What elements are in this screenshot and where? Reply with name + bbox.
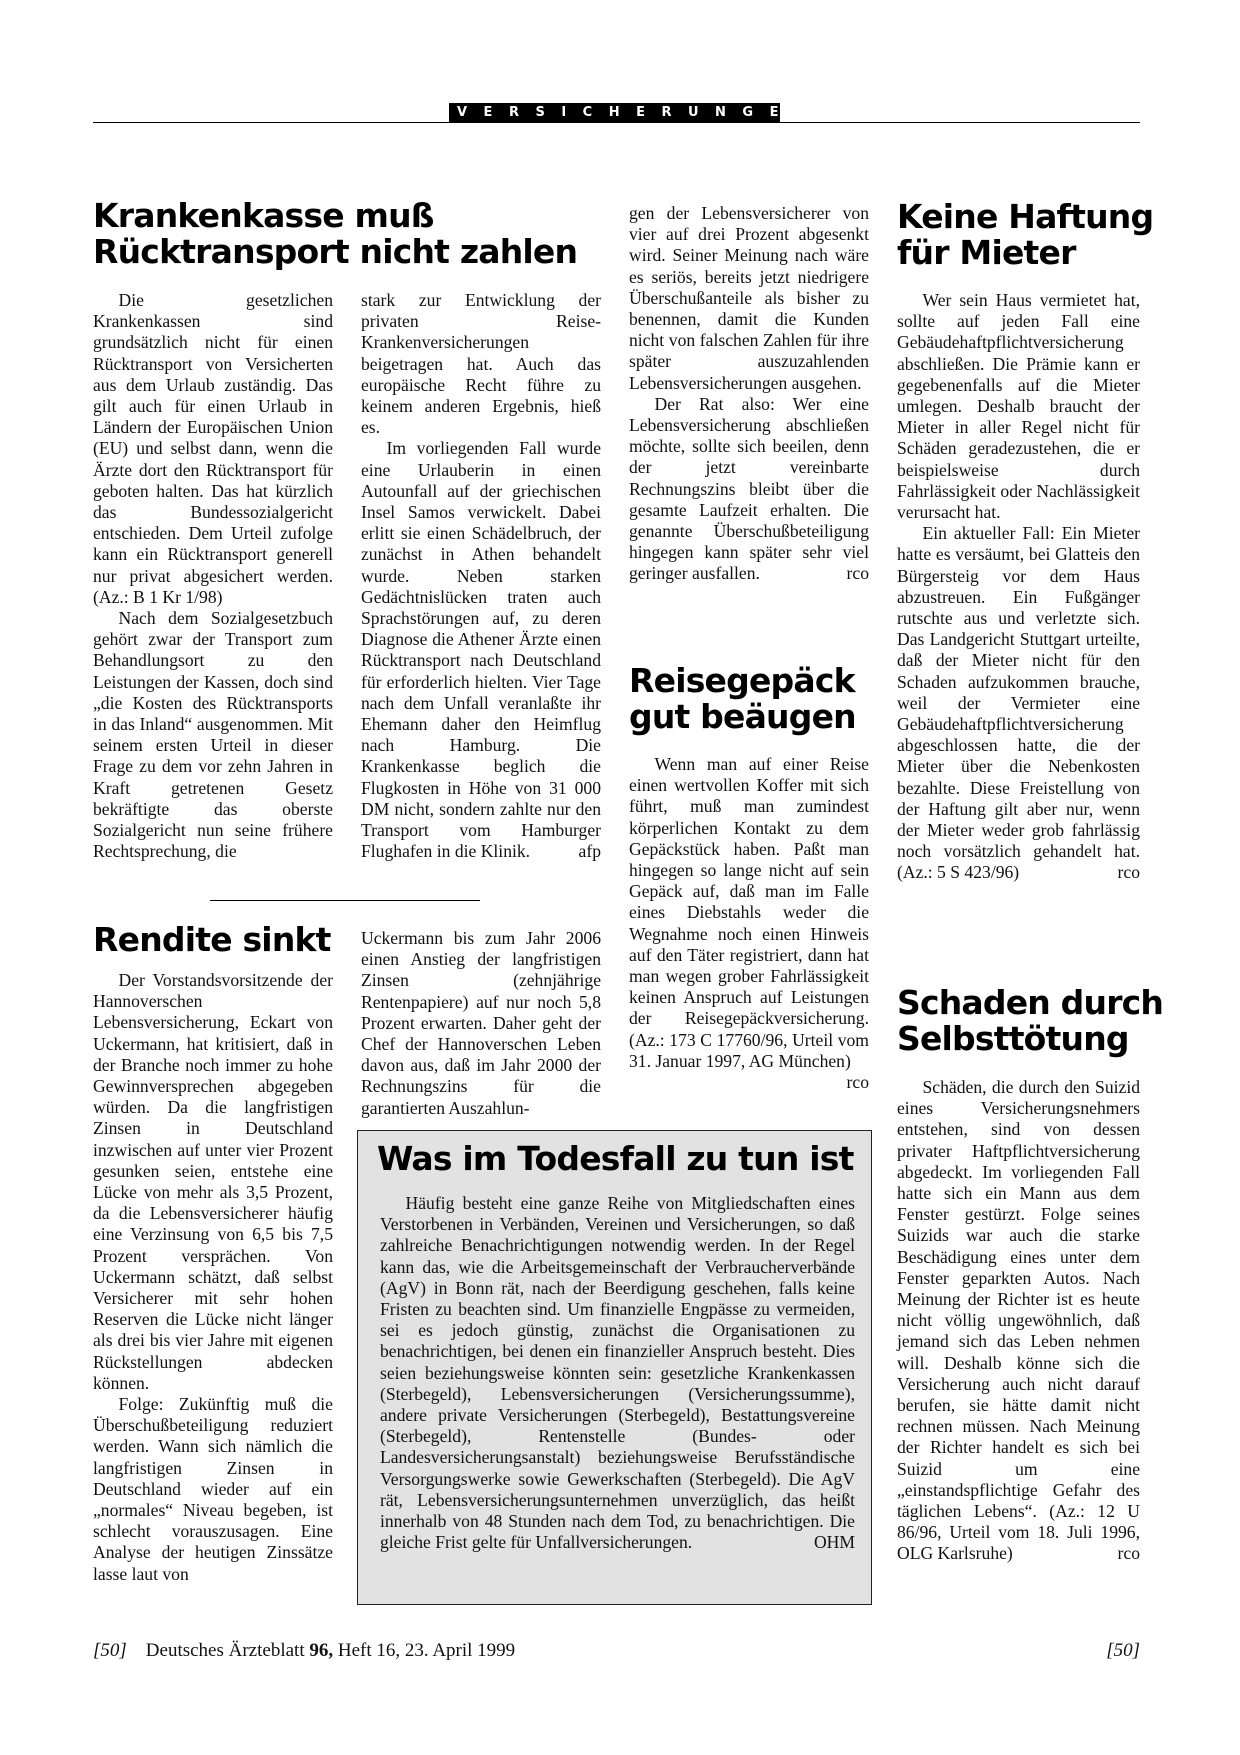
author-signature: rco bbox=[1117, 1543, 1140, 1564]
article-title-reisegepaeck bbox=[629, 663, 856, 735]
article-column bbox=[93, 970, 333, 1585]
paragraph: Uckermann bis zum Jahr 2006 einen Anstieg der langfristigen Zinsen (zehnjährige Rentenpapiere) auf nur noch 5,8 Prozent erwarten. Daher geht der Chef der Hannoverschen Leben davon aus, daß im Jahr 2000 der Rechnungszins für die garantierten Auszahlun- bbox=[361, 928, 601, 1118]
author-signature: rco bbox=[846, 563, 869, 584]
paragraph: gen der Lebensversicherer von vier auf drei Prozent abgesenkt wird. Seiner Meinung nach wäre es seriös, bereits jetzt niedrigere Überschußanteile als bisher zu benennen, damit die Kunden nicht von falschen Zahlen für ihre später auszuzahlenden Lebensversicherungen ausgehen. bbox=[629, 203, 869, 393]
article-column bbox=[361, 290, 601, 862]
article-column bbox=[897, 1077, 1140, 1565]
title-line: gut beäugen bbox=[629, 697, 856, 736]
page-number-right: [50] bbox=[1106, 1640, 1140, 1661]
paragraph bbox=[897, 523, 1140, 883]
title-line: Selbsttötung bbox=[897, 1019, 1129, 1058]
title-line: für Mieter bbox=[897, 233, 1076, 272]
paragraph-text: Schäden, die durch den Suizid eines Versicherungsnehmers entstehen, sind von dessen privater Haftpflichtversicherung abgedeckt. Im vorliegenden Fall hatte sich ein Mann aus dem Fenster gestürzt. Folge seines Suizids war auch die starke Beschädigung eines unter dem Fenster geparkten Autos. Nach Meinung der Richter ist es heute nicht völlig ungewöhnlich, daß jemand sich das Leben nehmen will. Deshalb könne sich die Versicherung auch nicht darauf berufen, sie hätte damit nicht rechnen müssen. Nach Meinung der Richter handelt es sich bei Suizid um eine „einstandspflichtige Gefahr des täglichen Lebens“. (Az.: 12 U 86/96, Urteil vom 18. Juli 1996, OLG Karlsruhe) bbox=[897, 1077, 1140, 1564]
title-line: Rücktransport nicht zahlen bbox=[93, 232, 578, 271]
journal-name: Deutsches Ärzteblatt bbox=[145, 1640, 305, 1661]
article-column bbox=[897, 290, 1140, 884]
title-line: Krankenkasse muß bbox=[93, 196, 434, 235]
title-line: Schaden durch bbox=[897, 983, 1164, 1022]
paragraph: Folge: Zukünftig muß die Überschußbeteiligung reduziert werden. Wann sich nämlich die langfristigen Zinsen in Deutschland wieder auf ein „normales“ Niveau begeben, ist schlecht vorauszusagen. Eine Analyse der heutigen Zinssätze lasse laut von bbox=[93, 1394, 333, 1584]
article-column bbox=[380, 1193, 855, 1553]
article-title-krankenkasse bbox=[93, 198, 577, 270]
paragraph: Wer sein Haus vermietet hat, sollte auf jeden Fall eine Gebäudehaftpflichtversicherung abschließen. Die Prämie kann er gegebenenfalls auf die Mieter umlegen. Deshalb braucht der Mieter in aller Regel nicht für Schäden geradezustehen, die er beispielsweise durch Fahrlässigkeit oder Nachlässigkeit verursacht hat. bbox=[897, 290, 1140, 523]
paragraph: Nach dem Sozialgesetzbuch gehört zwar der Transport zum Behandlungsort zu den Leistungen der Kassen, doch sind „die Kosten des Rücktransports in das Inland“ ausgenommen. Mit seinem ersten Urteil in dieser Frage zu dem vor zehn Jahren in Kraft getretenen Gesetz bekräftigte das oberste Sozialgericht nun seine frühere Rechtsprechung, die bbox=[93, 608, 333, 862]
author-signature: OHM bbox=[813, 1532, 855, 1553]
article-column bbox=[629, 754, 869, 1093]
paragraph bbox=[629, 754, 869, 1093]
page-number-left: [50] bbox=[93, 1640, 127, 1661]
article-title-haftung bbox=[897, 199, 1153, 271]
paragraph-text: Wenn man auf einer Reise einen wertvollen Koffer mit sich führt, muß man zumindest körperlichen Kontakt zu dem Gepäckstück haben. Paßt man hingegen so lange nicht auf sein Gepäck auf, daß man im Falle eines Diebstahls weder die Wegnahme noch einen Hinweis auf den Täter registriert, dann hat man wegen grober Fahrlässigkeit keinen Anspruch auf Leistungen der Reisegepäckversicherung. (Az.: 173 C 17760/96, Urteil vom 31. Januar 1997, AG München) bbox=[629, 754, 869, 1071]
title-line: Keine Haftung bbox=[897, 197, 1154, 236]
paragraph bbox=[361, 438, 601, 862]
page-number-right-wrap bbox=[1106, 1640, 1140, 1662]
journal-issue: Heft 16, 23. April 1999 bbox=[337, 1640, 516, 1661]
article-column bbox=[93, 290, 333, 862]
paragraph bbox=[380, 1193, 855, 1553]
article-divider bbox=[210, 900, 480, 901]
journal-volume: 96, bbox=[309, 1640, 334, 1661]
article-title-selbsttoetung bbox=[897, 985, 1163, 1057]
paragraph-text: Häufig besteht eine ganze Reihe von Mitgliedschaften eines Verstorbenen in Verbänden, Vereinen und Versicherungen, so daß zahlreiche Benachrichtigungen notwendig werden. In der Regel kann das, wie die Arbeitsgemeinschaft der Verbraucherverbände (AgV) in Bonn rät, nach der Beerdigung geschehen, falls keine Fristen zu beachten sind. Um finanzielle Engpässe zu vermeiden, sei es jedoch günstig, zunächst die Organisationen zu benachrichtigen, bei denen ein finanzieller Anspruch besteht. Dies seien beziehungsweise könnten sein: gesetzliche Krankenkassen (Sterbegeld), Lebensversicherungen (Versicherungssumme), andere private Versicherungen (Sterbegeld), Bestattungsvereine (Sterbegeld), Rentenstelle (Bundes- oder Landesversicherungsanstalt) beziehungsweise Berufsständische Versorgungswerke sowie Gewerkschaften (Sterbegeld). Die AgV rät, Lebensversicherungsunternehmen unverzüglich, das heißt innerhalb von 48 Stunden nach dem Tod, zu benachrichtigen. Die gleiche Frist gelte für Unfallversicherungen. bbox=[380, 1193, 855, 1553]
author-signature: rco bbox=[1117, 862, 1140, 883]
paragraph-text: Der Rat also: Wer eine Lebensversicherung abschließen möchte, sollte sich beeilen, denn der jetzt vereinbarte Rechnungszins bleibt über die gesamte Laufzeit erhalten. Die genannte Überschußbeteiligung hingegen kann später sehr viel geringer ausfallen. bbox=[629, 393, 869, 584]
author-signature: rco bbox=[846, 1072, 869, 1093]
paragraph: Die gesetzlichen Krankenkassen sind grundsätzlich nicht für einen Rücktransport von Versicherten aus dem Urlaub zuständig. Das gilt auch für einen Urlaub in Ländern der Europäischen Union (EU) und selbst dann, wenn die Ärzte dort den Rücktransport für geboten halten. Das hat kürzlich das Bundessozialgericht entschieden. Dem Urteil zufolge kann ein Rücktransport generell nur privat abgesichert werden. (Az.: B 1 Kr 1/98) bbox=[93, 290, 333, 607]
paragraph-text: Ein aktueller Fall: Ein Mieter hatte es versäumt, bei Glatteis den Bürgersteig vor dem Haus abzustreuen. Ein Fußgänger rutschte aus und verletzte sich. Das Landgericht Stuttgart urteilte, daß der Mieter nicht für den Schaden aufzukommen brauche, weil der Vermieter eine Gebäudehaftpflichtversicherung abgeschlossen hatte, die der Mieter über die Nebenkosten bezahlte. Diese Freistellung von der Haftung gilt aber nur, wenn der Mieter weder grob fahrlässig noch vorsätzlich gehandelt hat. (Az.: 5 S 423/96) bbox=[897, 523, 1140, 883]
paragraph-text: Im vorliegenden Fall wurde eine Urlauberin in einen Autounfall auf der griechischen Insel Samos verwickelt. Dabei erlitt sie einen Schädelbruch, der zunächst in Athen behandelt wurde. Neben starken Gedächtnislücken traten auch Sprachstörungen auf, zu deren Diagnose die Athener Ärzte einen Rücktransport nach Deutschland für erforderlich hielten. Vier Tage nach dem Unfall veranlaßte ihr Ehemann daher den Heimflug nach Hamburg. Die Krankenkasse beglich die Flugkosten in Höhe von 31 000 DM nicht, sondern zahlte nur den Transport vom Hamburger Flughafen in die Klinik. bbox=[361, 438, 601, 862]
title-line: Reisegepäck bbox=[629, 661, 855, 700]
page-footer bbox=[93, 1640, 515, 1662]
info-box bbox=[357, 1130, 872, 1605]
author-signature: afp bbox=[578, 841, 601, 862]
article-column bbox=[629, 203, 869, 585]
article-column bbox=[361, 928, 601, 1119]
paragraph: Der Vorstandsvorsitzende der Hannoverschen Lebensversicherung, Eckart von Uckermann, hat kritisiert, daß in der Branche noch immer zu hohe Gewinnversprechen abgegeben würden. Da die langfristigen Zinsen in Deutschland inzwischen auf unter vier Prozent gesunken seien, entstehe eine Lücke von mehr als 3,5 Prozent, da die Lebensversicherer häufig eine Verzinsung von 6,5 bis 7,5 Prozent versprächen. Von Uckermann schätzt, daß selbst Versicherer mit sehr hohen Reserven die Lücke nicht länger als drei bis vier Jahre mit eigenen Rückstellungen abdecken können. bbox=[93, 970, 333, 1393]
paragraph bbox=[629, 394, 869, 585]
paragraph: stark zur Entwicklung der privaten Reise-Krankenversicherungen beigetragen hat. Auch das europäische Recht führe zu keinem anderen Ergebnis, hieß es. bbox=[361, 290, 601, 438]
article-title-rendite: Rendite sinkt bbox=[93, 920, 331, 959]
article-title-todesfall: Was im Todesfall zu tun ist bbox=[377, 1139, 854, 1178]
section-label: VERSICHERUNGEN bbox=[449, 103, 780, 123]
paragraph bbox=[897, 1077, 1140, 1565]
